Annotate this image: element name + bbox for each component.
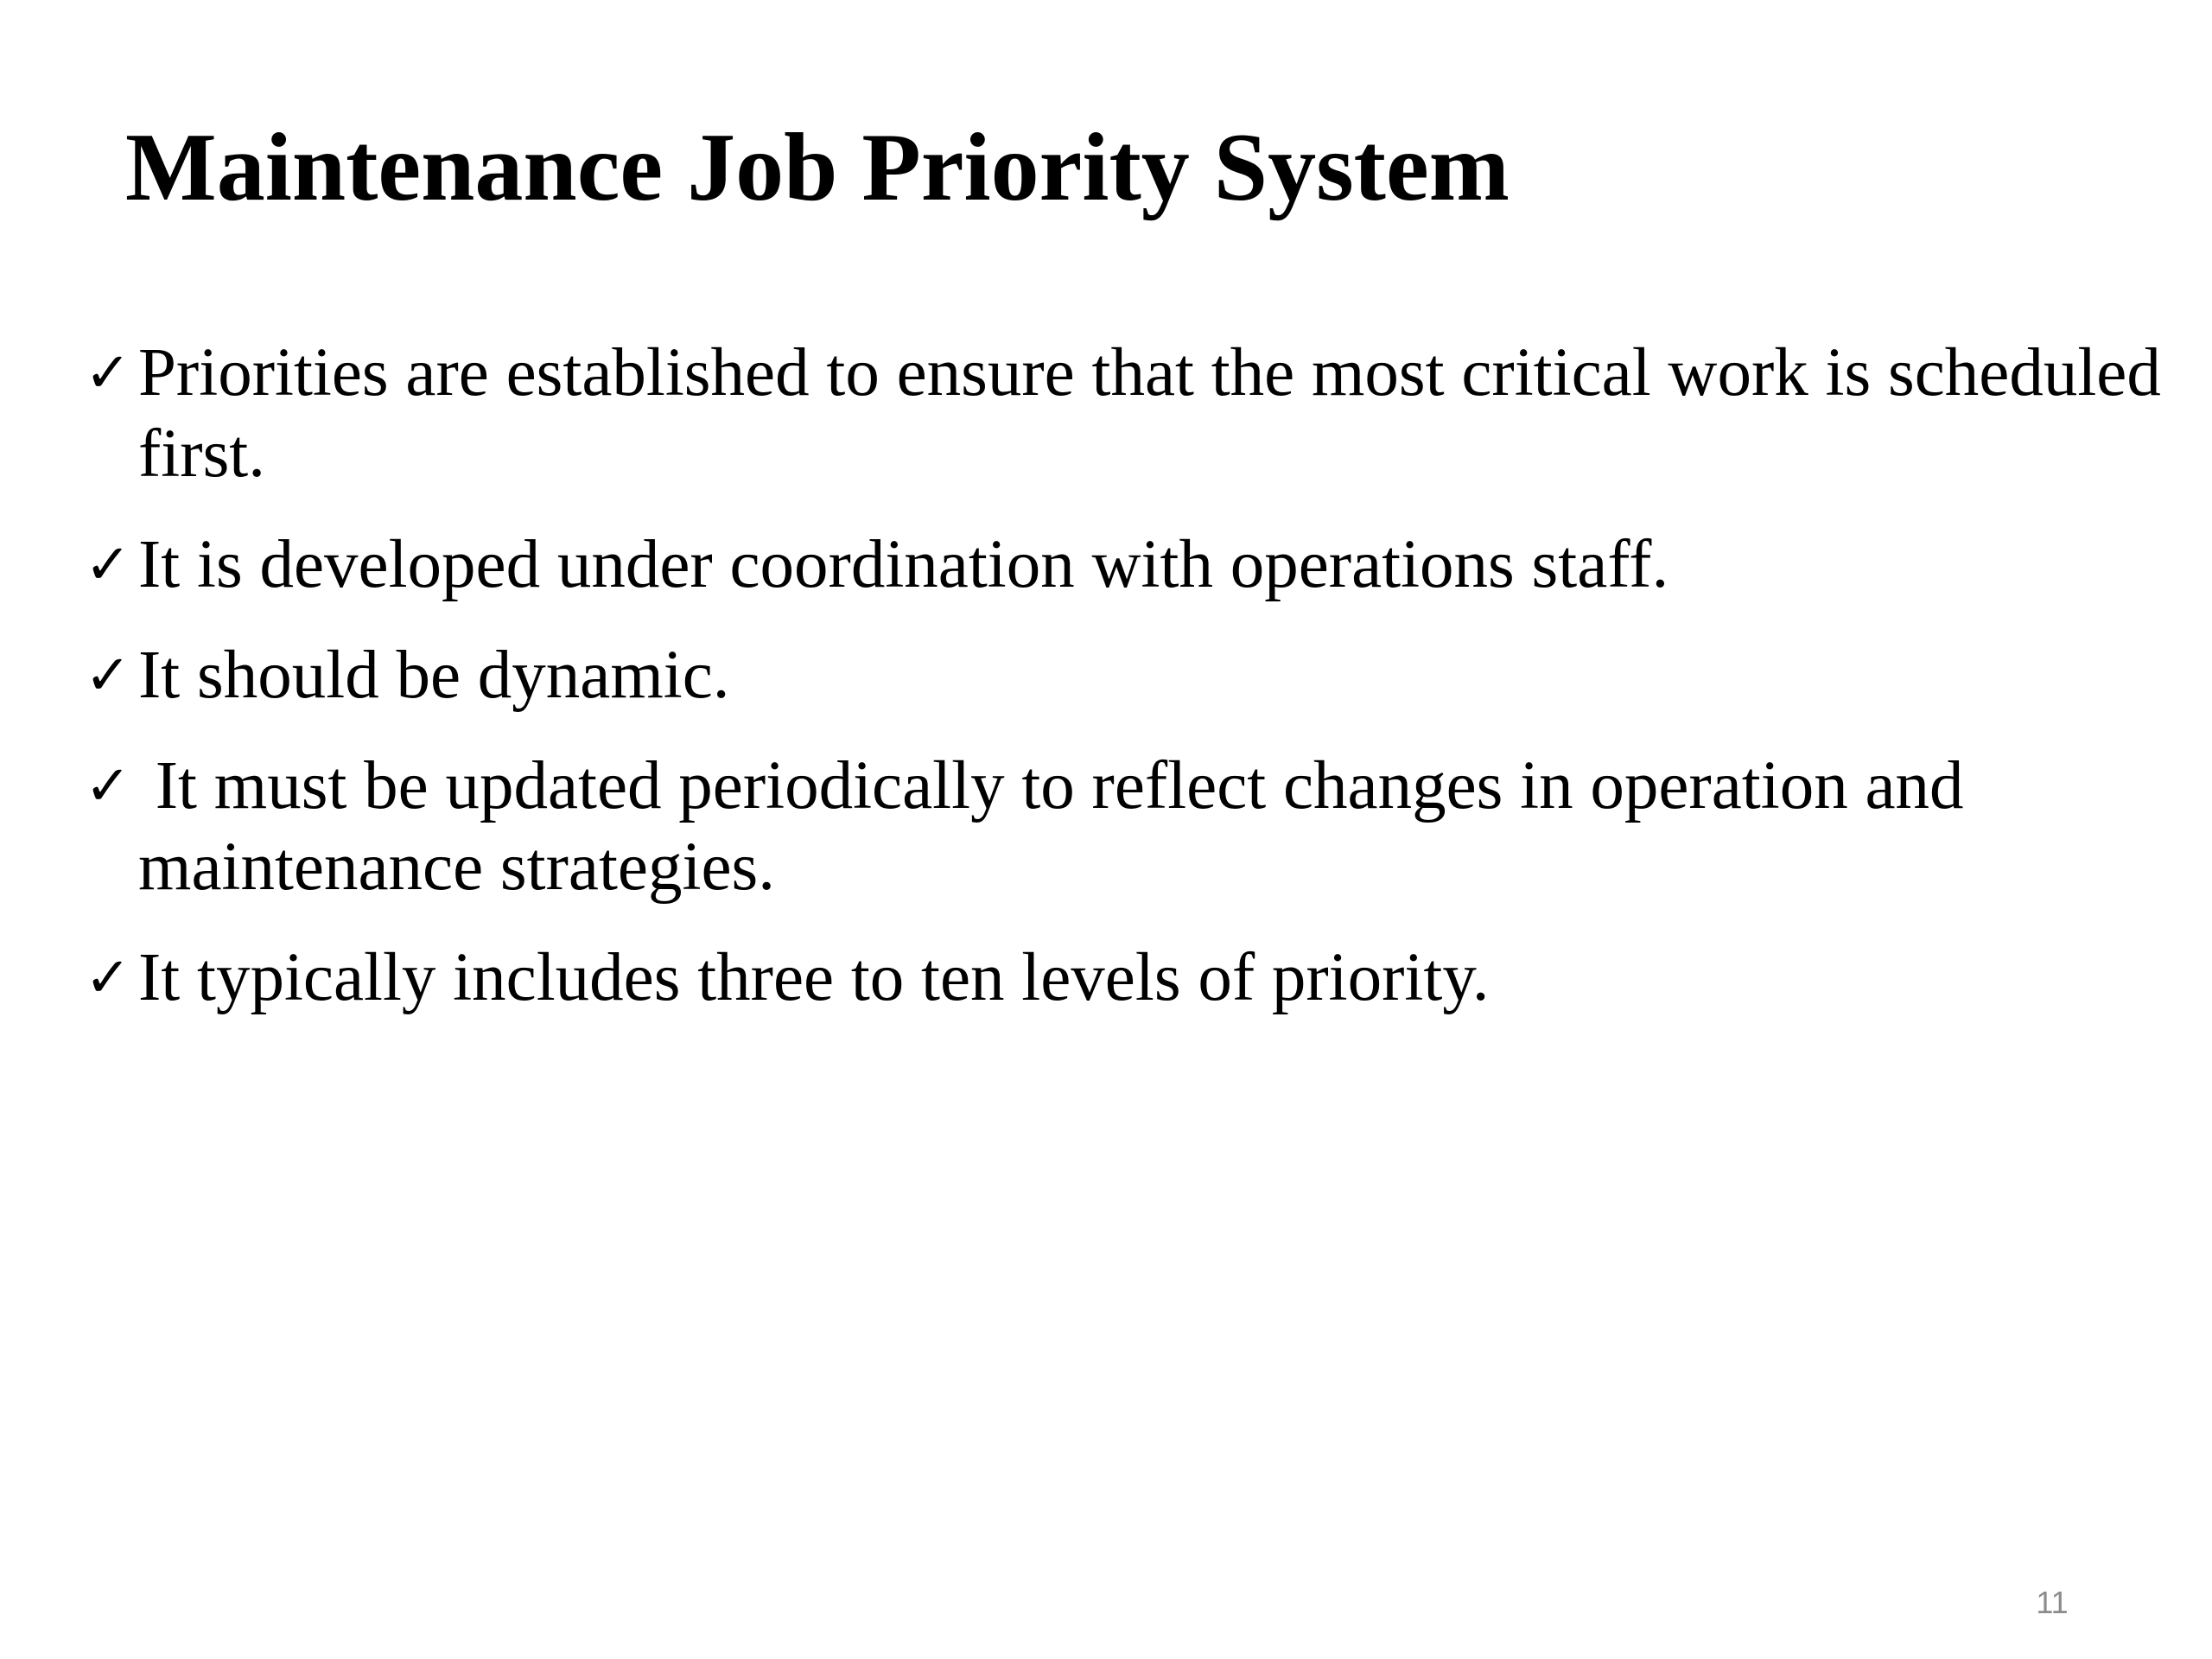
bullet-item <box>85 746 2176 908</box>
bullet-item <box>85 938 2176 1019</box>
check-icon: ✓ <box>85 341 131 405</box>
bullet-item <box>85 524 2176 606</box>
bullet-text: It is developed under coordination with operations staff. <box>138 527 1669 602</box>
bullet-text: It typically includes three to ten levels of priority. <box>138 940 1490 1015</box>
bullet-item <box>85 635 2176 716</box>
bullet-list <box>85 333 2176 1048</box>
bullet-item <box>85 333 2176 495</box>
page-number: 11 <box>2036 1585 2069 1620</box>
check-icon: ✓ <box>85 946 131 1010</box>
bullet-text: It must be updated periodically to reflect changes in operation and maintenance strategies. <box>138 748 1981 905</box>
bullet-text: It should be dynamic. <box>138 638 730 713</box>
bullet-text: Priorities are established to ensure that the most critical work is scheduled first. <box>138 335 2161 492</box>
check-icon: ✓ <box>85 754 131 818</box>
slide-title: Maintenance Job Priority System <box>125 114 1510 221</box>
check-icon: ✓ <box>85 533 131 597</box>
check-icon: ✓ <box>85 644 131 708</box>
